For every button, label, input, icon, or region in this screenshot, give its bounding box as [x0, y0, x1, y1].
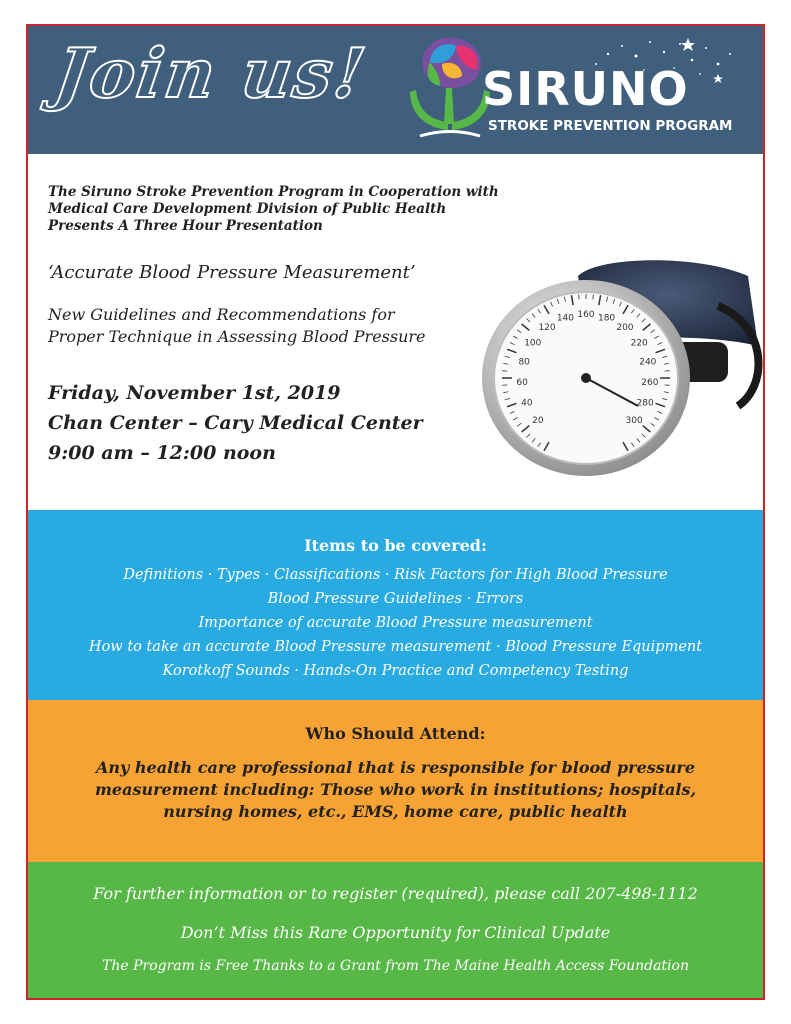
gauge-label: 60	[516, 378, 528, 389]
gauge-label: 200	[616, 323, 634, 334]
blood-pressure-gauge-image	[468, 236, 765, 506]
gauge-label: 120	[538, 323, 556, 334]
opportunity-text: Don’t Miss this Rare Opportunity for Clinical Update	[180, 923, 611, 942]
gauge-label: 140	[556, 313, 575, 324]
intro-line: Presents A Three Hour Presentation	[48, 218, 323, 234]
who-should-attend-section	[28, 700, 763, 862]
list-item: Blood Pressure Guidelines · Errors	[267, 591, 524, 607]
header-banner	[28, 26, 763, 154]
items-covered-list	[28, 563, 763, 683]
flyer-frame	[26, 24, 765, 1000]
attend-line: nursing homes, etc., EMS, home care, public health	[163, 802, 628, 821]
gauge-label: 300	[625, 416, 643, 427]
attend-line: measurement including: Those who work in institutions; hospitals,	[94, 780, 697, 799]
event-details	[48, 378, 423, 468]
gauge-label: 160	[577, 310, 595, 320]
gauge-label: 20	[532, 416, 544, 427]
grant-text: The Program is Free Thanks to a Grant from The Maine Health Access Foundation	[102, 958, 689, 974]
gauge-label: 100	[524, 338, 542, 349]
event-date: Friday, November 1st, 2019	[48, 382, 341, 404]
subtitle-line: New Guidelines and Recommendations for	[48, 305, 395, 324]
join-us-heading: Join us!	[50, 34, 372, 114]
attend-title: Who Should Attend:	[305, 724, 486, 743]
logo-subtitle: STROKE PREVENTION PROGRAM	[488, 118, 733, 134]
registration-section	[28, 862, 763, 998]
list-item: How to take an accurate Blood Pressure measurement · Blood Pressure Equipment	[88, 639, 703, 655]
intro-text	[48, 184, 568, 235]
gauge-label: 180	[597, 313, 616, 324]
logo-name: SIRUNO	[482, 62, 689, 116]
gauge-label: 240	[639, 357, 657, 368]
gauge-label: 80	[518, 357, 530, 368]
event-location: Chan Center – Cary Medical Center	[48, 412, 423, 434]
attend-line: Any health care professional that is responsible for blood pressure	[95, 758, 695, 777]
gauge-label: 260	[641, 378, 659, 389]
intro-line: Medical Care Development Division of Public Health	[48, 201, 447, 217]
attend-text	[28, 757, 763, 823]
gauge-label: 280	[636, 398, 654, 409]
gauge-label: 40	[521, 398, 533, 409]
list-item: Importance of accurate Blood Pressure measurement	[198, 615, 593, 631]
event-title: ‘Accurate Blood Pressure Measurement’	[48, 262, 416, 283]
subtitle-line: Proper Technique in Assessing Blood Pressure	[48, 327, 426, 346]
items-covered-title: Items to be covered:	[304, 536, 487, 555]
register-info: For further information or to register (required), please call 207-498-1112	[93, 884, 698, 903]
list-item: Definitions · Types · Classifications · Risk Factors for High Blood Pressure	[123, 567, 668, 583]
event-time: 9:00 am – 12:00 noon	[48, 442, 276, 464]
event-subtitle	[48, 304, 518, 348]
items-covered-section	[28, 510, 763, 700]
intro-line: The Siruno Stroke Prevention Program in Cooperation with	[48, 184, 499, 200]
gauge-label: 220	[630, 338, 648, 349]
list-item: Korotkoff Sounds · Hands-On Practice and Competency Testing	[162, 663, 629, 679]
